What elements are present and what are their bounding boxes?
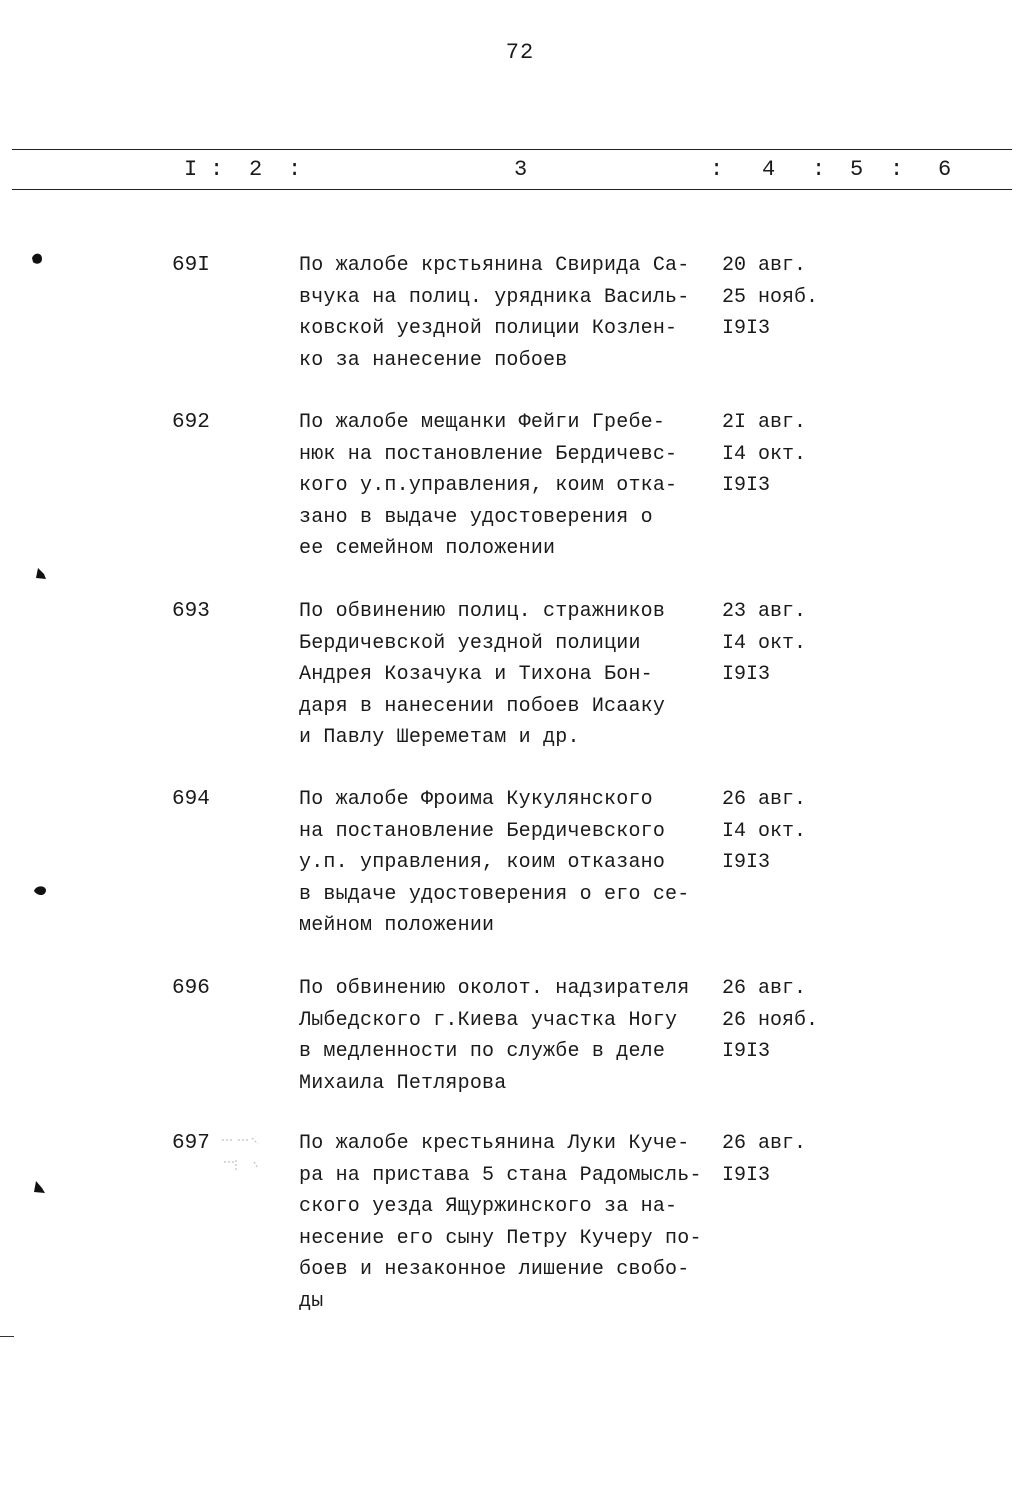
date-line: 26 нояб. — [722, 1008, 819, 1032]
description-line: даря в нанесении побоев Исааку — [299, 694, 666, 718]
date-line: I9I3 — [722, 1040, 771, 1063]
column-header-5: 5 — [850, 157, 864, 182]
header-top-rule — [12, 149, 1012, 150]
binding-hole-icon — [32, 1180, 46, 1194]
entry-number: 69I — [172, 254, 210, 277]
entry-description — [299, 250, 717, 376]
entry-number: 693 — [172, 600, 210, 623]
entry-description — [299, 784, 717, 942]
description-line: на постановление Бердичевского — [299, 819, 666, 843]
description-line: ковской уездной полиции Козлен- — [299, 317, 678, 340]
date-line: I4 окт. — [722, 442, 807, 466]
description-line: Бердичевской уездной полиции — [299, 631, 641, 655]
entry-description — [299, 973, 717, 1099]
entry-description — [299, 596, 717, 754]
description-line: в медленности по службе в деле — [299, 1040, 666, 1063]
entry-number: 694 — [172, 788, 210, 811]
description-line: в выдаче удостоверения о его се- — [299, 882, 690, 906]
entry-dates — [722, 407, 806, 502]
description-line: ды — [299, 1289, 324, 1313]
header-bottom-rule — [12, 189, 1012, 190]
description-line: зано в выдаче удостоверения о — [299, 505, 653, 529]
entry-dates — [722, 973, 818, 1068]
edge-mark — [0, 1336, 14, 1337]
column-header-1: I — [184, 157, 198, 182]
binding-hole-icon — [30, 252, 44, 266]
date-line: I9I3 — [722, 474, 771, 497]
column-header-4: 4 — [762, 157, 776, 182]
description-line: нюк на постановление Бердичевс- — [299, 442, 678, 466]
entry-dates — [722, 784, 806, 879]
entry-dates — [722, 596, 806, 691]
entry-dates — [722, 1128, 806, 1191]
column-separator: : — [812, 157, 826, 182]
description-line: По жалобе крстьянина Свирида Са- — [299, 254, 690, 277]
entry-number: 697 — [172, 1132, 210, 1155]
date-line: I9I3 — [722, 1163, 771, 1187]
stamp-mark-icon — [214, 1132, 274, 1178]
date-line: I4 окт. — [722, 631, 807, 655]
description-line: ра на пристава 5 стана Радомысль- — [299, 1163, 702, 1187]
description-line: кого у.п.управления, коим отка- — [299, 474, 678, 497]
column-header-3: 3 — [514, 157, 528, 182]
description-line: Михаила Петлярова — [299, 1071, 507, 1095]
date-line: I9I3 — [722, 663, 771, 686]
date-line: 26 авг. — [722, 977, 807, 1000]
description-line: Лыбедского г.Киева участка Ногу — [299, 1008, 678, 1032]
date-line: I9I3 — [722, 851, 771, 874]
column-separator: : — [710, 157, 724, 182]
binding-hole-icon — [34, 566, 48, 580]
date-line: 20 авг. — [722, 254, 807, 277]
description-line: По обвинению полиц. стражников — [299, 600, 666, 623]
date-line: 2I авг. — [722, 411, 807, 434]
description-line: Андрея Козачука и Тихона Бон- — [299, 663, 653, 686]
date-line: I9I3 — [722, 317, 771, 340]
entry-number: 692 — [172, 411, 210, 434]
description-line: у.п. управления, коим отказано — [299, 851, 666, 874]
date-line: I4 окт. — [722, 819, 807, 843]
column-separator: : — [210, 157, 224, 182]
description-line: вчука на полиц. урядника Василь- — [299, 285, 690, 309]
entry-number: 696 — [172, 977, 210, 1000]
description-line: несение его сыну Петру Кучеру по- — [299, 1226, 702, 1250]
description-line: боев и незаконное лишение свобо- — [299, 1258, 690, 1281]
date-line: 23 авг. — [722, 600, 807, 623]
binding-hole-icon — [33, 884, 47, 898]
description-line: По обвинению околот. надзирателя — [299, 977, 690, 1000]
page-number: 72 — [505, 40, 535, 65]
column-separator: : — [288, 157, 302, 182]
description-line: и Павлу Шереметам и др. — [299, 726, 580, 749]
entry-description — [299, 407, 717, 565]
column-header-2: 2 — [249, 157, 263, 182]
column-header-6: 6 — [938, 157, 952, 182]
entry-dates — [722, 250, 818, 345]
column-separator: : — [890, 157, 904, 182]
description-line: мейном положении — [299, 914, 495, 937]
date-line: 25 нояб. — [722, 285, 819, 309]
date-line: 26 авг. — [722, 1132, 807, 1155]
faint-stamp — [214, 1132, 274, 1178]
description-line: По жалобе мещанки Фейги Гребе- — [299, 411, 666, 434]
description-line: По жалобе крестьянина Луки Куче- — [299, 1132, 690, 1155]
description-line: ко за нанесение побоев — [299, 348, 568, 372]
entry-description — [299, 1128, 717, 1317]
description-line: По жалобе Фроима Кукулянского — [299, 788, 653, 811]
description-line: ского уезда Ящуржинского за на- — [299, 1195, 678, 1218]
description-line: ее семейном положении — [299, 537, 556, 560]
date-line: 26 авг. — [722, 788, 807, 811]
